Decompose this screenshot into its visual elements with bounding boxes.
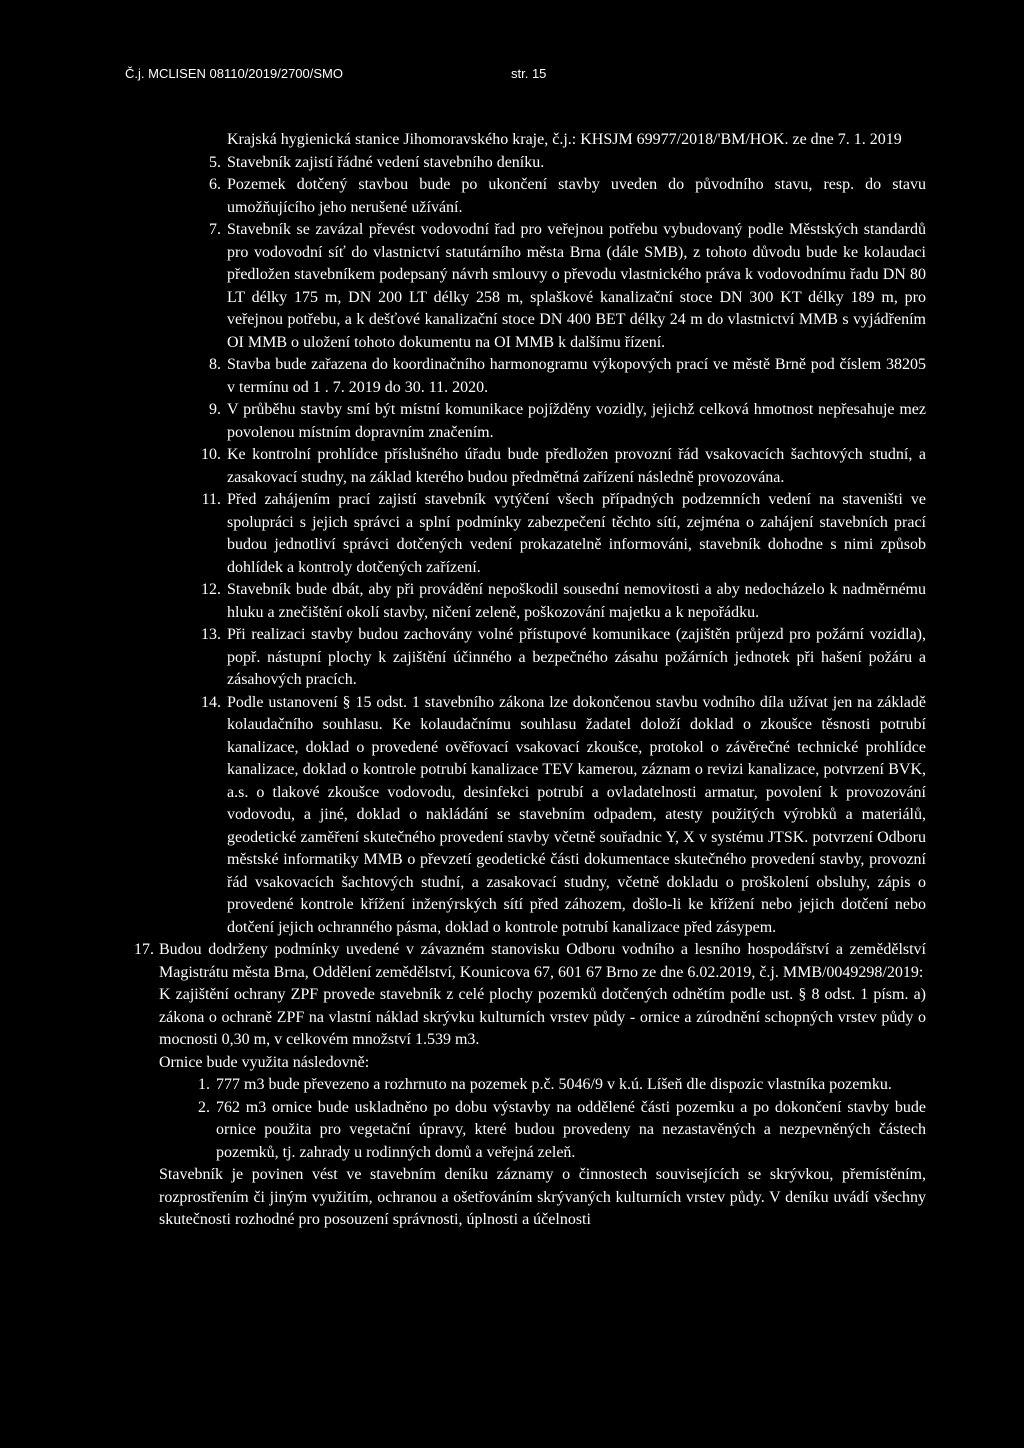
section-17 [134,939,926,984]
continuation-paragraph: Krajská hygienická stanice Jihomoravského kraje, č.j.: KHSJM 69977/2018/'BM/HOK. ze dne 7. 1. 2019 [227,131,902,148]
list-item [201,624,926,692]
item-text: Stavba bude zařazena do koordinačního harmonogramu výkopových prací ve městě Brně pod číslem 38205 v termínu od 1 . 7. 2019 do 30. 11. 2020. [227,356,926,396]
item-number: 10. [201,446,221,463]
reference-number: Č.j. MCLISEN 08110/2019/2700/SMO [125,66,343,81]
list-item [209,152,926,175]
item-number: 13. [201,626,221,643]
list-item [209,219,926,354]
item-text: Stavebník zajistí řádné vedení stavebního deníku. [227,153,545,171]
page-number: str. 15 [511,66,547,81]
zpf-paragraph: K zajištění ochrany ZPF provede stavebník z celé plochy pozemků dotčených odnětím podle ust. § 8 odst. 1 písm. a) zákona o ochraně ZPF na vlastní náklad skrývku kulturních vrstev půdy - ornice a zúrodnění schopných vrstev půdy o mocnosti 0,30 m, v celkovém množství 1.539 m3. [159,986,926,1048]
list-item [201,692,926,940]
topsoil-usage-heading: Ornice bude využita následovně: [159,1053,370,1071]
item-number: 6. [209,176,221,193]
subitem-text: 762 m3 ornice bude uskladněno po dobu výstavby na oddělené části pozemku a po dokončení stavby bude ornice použita pro vegetační úpravy, které budou provedeny na nezastavěných a nezpevněných částech pozemků, tj. zahrady u rodinných domů a veřejná zeleň. [216,1098,926,1161]
item-text: Stavebník bude dbát, aby při provádění nepoškodil sousední nemovitosti a aby nedocházelo k nadměrnému hluku a znečištění okolí stavby, ničení zeleně, poškozování majetku a k nepořádku. [227,581,926,621]
item-text: Pozemek dotčený stavbou bude po ukončení stavby uveden do původního stavu, resp. do stavu umožňujícího jeho nerušené užívání. [227,176,926,216]
list-item [198,1097,926,1165]
item-number: 14. [201,693,221,711]
item-number: 11. [201,491,221,508]
item-text: Před zahájením prací zajistí stavebník vytýčení všech případných podzemních vedení na staveništi ve spolupráci s jejich správci a splní podmínky zabezpečení těchto sítí, zejména o zahájení stavebních prací budou jednotliví správci dotčených vedení prokazatelně informováni, stavebník dohodne s nimi způsob dohlídek a kontroly dotčených zařízení. [227,491,926,576]
list-item [209,354,926,399]
item-text: Ke kontrolní prohlídce příslušného úřadu bude předložen provozní řád vsakovacích šachtových studní, a zasakovací studny, na základ kterého budou předmětná zařízení následně provozována. [227,446,926,486]
list-item [201,444,926,489]
list-item [201,489,926,579]
item-number: 12. [201,581,221,598]
list-item [209,174,926,219]
item-number: 7. [209,221,221,238]
item-number: 8. [209,356,221,373]
list-item [209,399,926,444]
diary-paragraph: Stavebník je povinen vést ve stavebním deníku záznamy o činnostech souvisejících se skrývkou, přemístěním, rozprostřením či jiným využitím, ochranou a ošetřováním skrývaných kulturních vrstev půdy. V deníku uvádí všechny skutečnosti rozhodné pro posouzení správnosti, úplnosti a účelnosti [159,1166,926,1228]
subitem-number: 2. [198,1098,210,1116]
section-number: 17. [134,941,154,958]
item-text: V průběhu stavby smí být místní komunikace pojížděny vozidly, jejichž celková hmotnost nepřesahuje mez povolenou místním dopravním značením. [227,401,926,441]
list-item [198,1074,926,1097]
item-number: 5. [209,153,221,171]
section-intro: Budou dodrženy podmínky uvedené v závazném stanovisku Odboru vodního a lesního hospodářství a zemědělství Magistrátu města Brna, Oddělení zemědělství, Kounicova 67, 601 67 Brno ze dne 6.02.2019, č.j. MMB/0049298/2019: [159,941,926,981]
document-body [0,129,1024,1232]
subitem-text: 777 m3 bude převezeno a rozhrnuto na pozemek p.č. 5046/9 v k.ú. Líšeň dle dispozic vlastníka pozemku. [216,1076,892,1093]
item-text: Podle ustanovení § 15 odst. 1 stavebního zákona lze dokončenou stavbu vodního díla užívat jen na základě kolaudačního souhlasu. Ke kolaudačnímu souhlasu žadatel doloží doklad o zkoušce těsnosti potrubí kanalizace, doklad o provedené ověřovací vsakovací zkoušce, protokol o závěrečné technické prohlídce kanalizace, doklad o kontrole potrubí kanalizace TEV kamerou, záznam o revizi kanalizace, potvrzení BVK, a.s. o tlakové zkoušce vodovodu, desinfekci potrubí a ovladatelnosti armatur, povolení k provozování vodovodu, a jiné, doklad o nakládání se stavebním odpadem, atesty použitých výrobků a materiálů, geodetické zaměření skutečného provedení stavby včetně souřadnic Y, X v systému JTSK. potvrzení Odboru městské informatiky MMB o převzetí geodetické části dokumentace skutečného provedení stavby, provozní řád vsakovacích šachtových studní, a zasakovací studny, včetně dokladu o proškolení obsluhy, zápis o provedené kontrole křížení inženýrských sítí před záhozem, došlo-li ke křížení nebo jejich dotčení nebo dotčení jejich ochranného pásma, doklad o kontrole potrubí kanalizace před zásypem. [227,693,926,936]
item-text: Stavebník se zavázal převést vodovodní řad pro veřejnou potřebu vybudovaný podle Městských standardů pro vodovodní síť do vlastnictví statutárního města Brna (dále SMB), z tohoto důvodu bude ke kolaudaci předložen stavebníkem podepsaný návrh smlouvy o převodu vlastnického práva k vodovodnímu řadu DN 80 LT délky 175 m, DN 200 LT délky 258 m, splaškové kanalizační stoce DN 300 KT délky 189 m, pro veřejnou potřebu, a k dešťové kanalizační stoce DN 400 BET délky 24 m do vlastnictví MMB s vyjádřením OI MMB o uložení tohoto dokumentu na OI MMB k dalšímu řízení. [227,221,926,351]
list-item [201,579,926,624]
item-text: Při realizaci stavby budou zachovány volné přístupové komunikace (zajištěn průjezd pro požární vozidla), popř. nástupní plochy k zajištění účinného a bezpečného zásahu požárních jednotek při hašení požáru a zásahových pracích. [227,626,926,688]
item-number: 9. [209,401,221,418]
subitem-number: 1. [198,1076,210,1093]
